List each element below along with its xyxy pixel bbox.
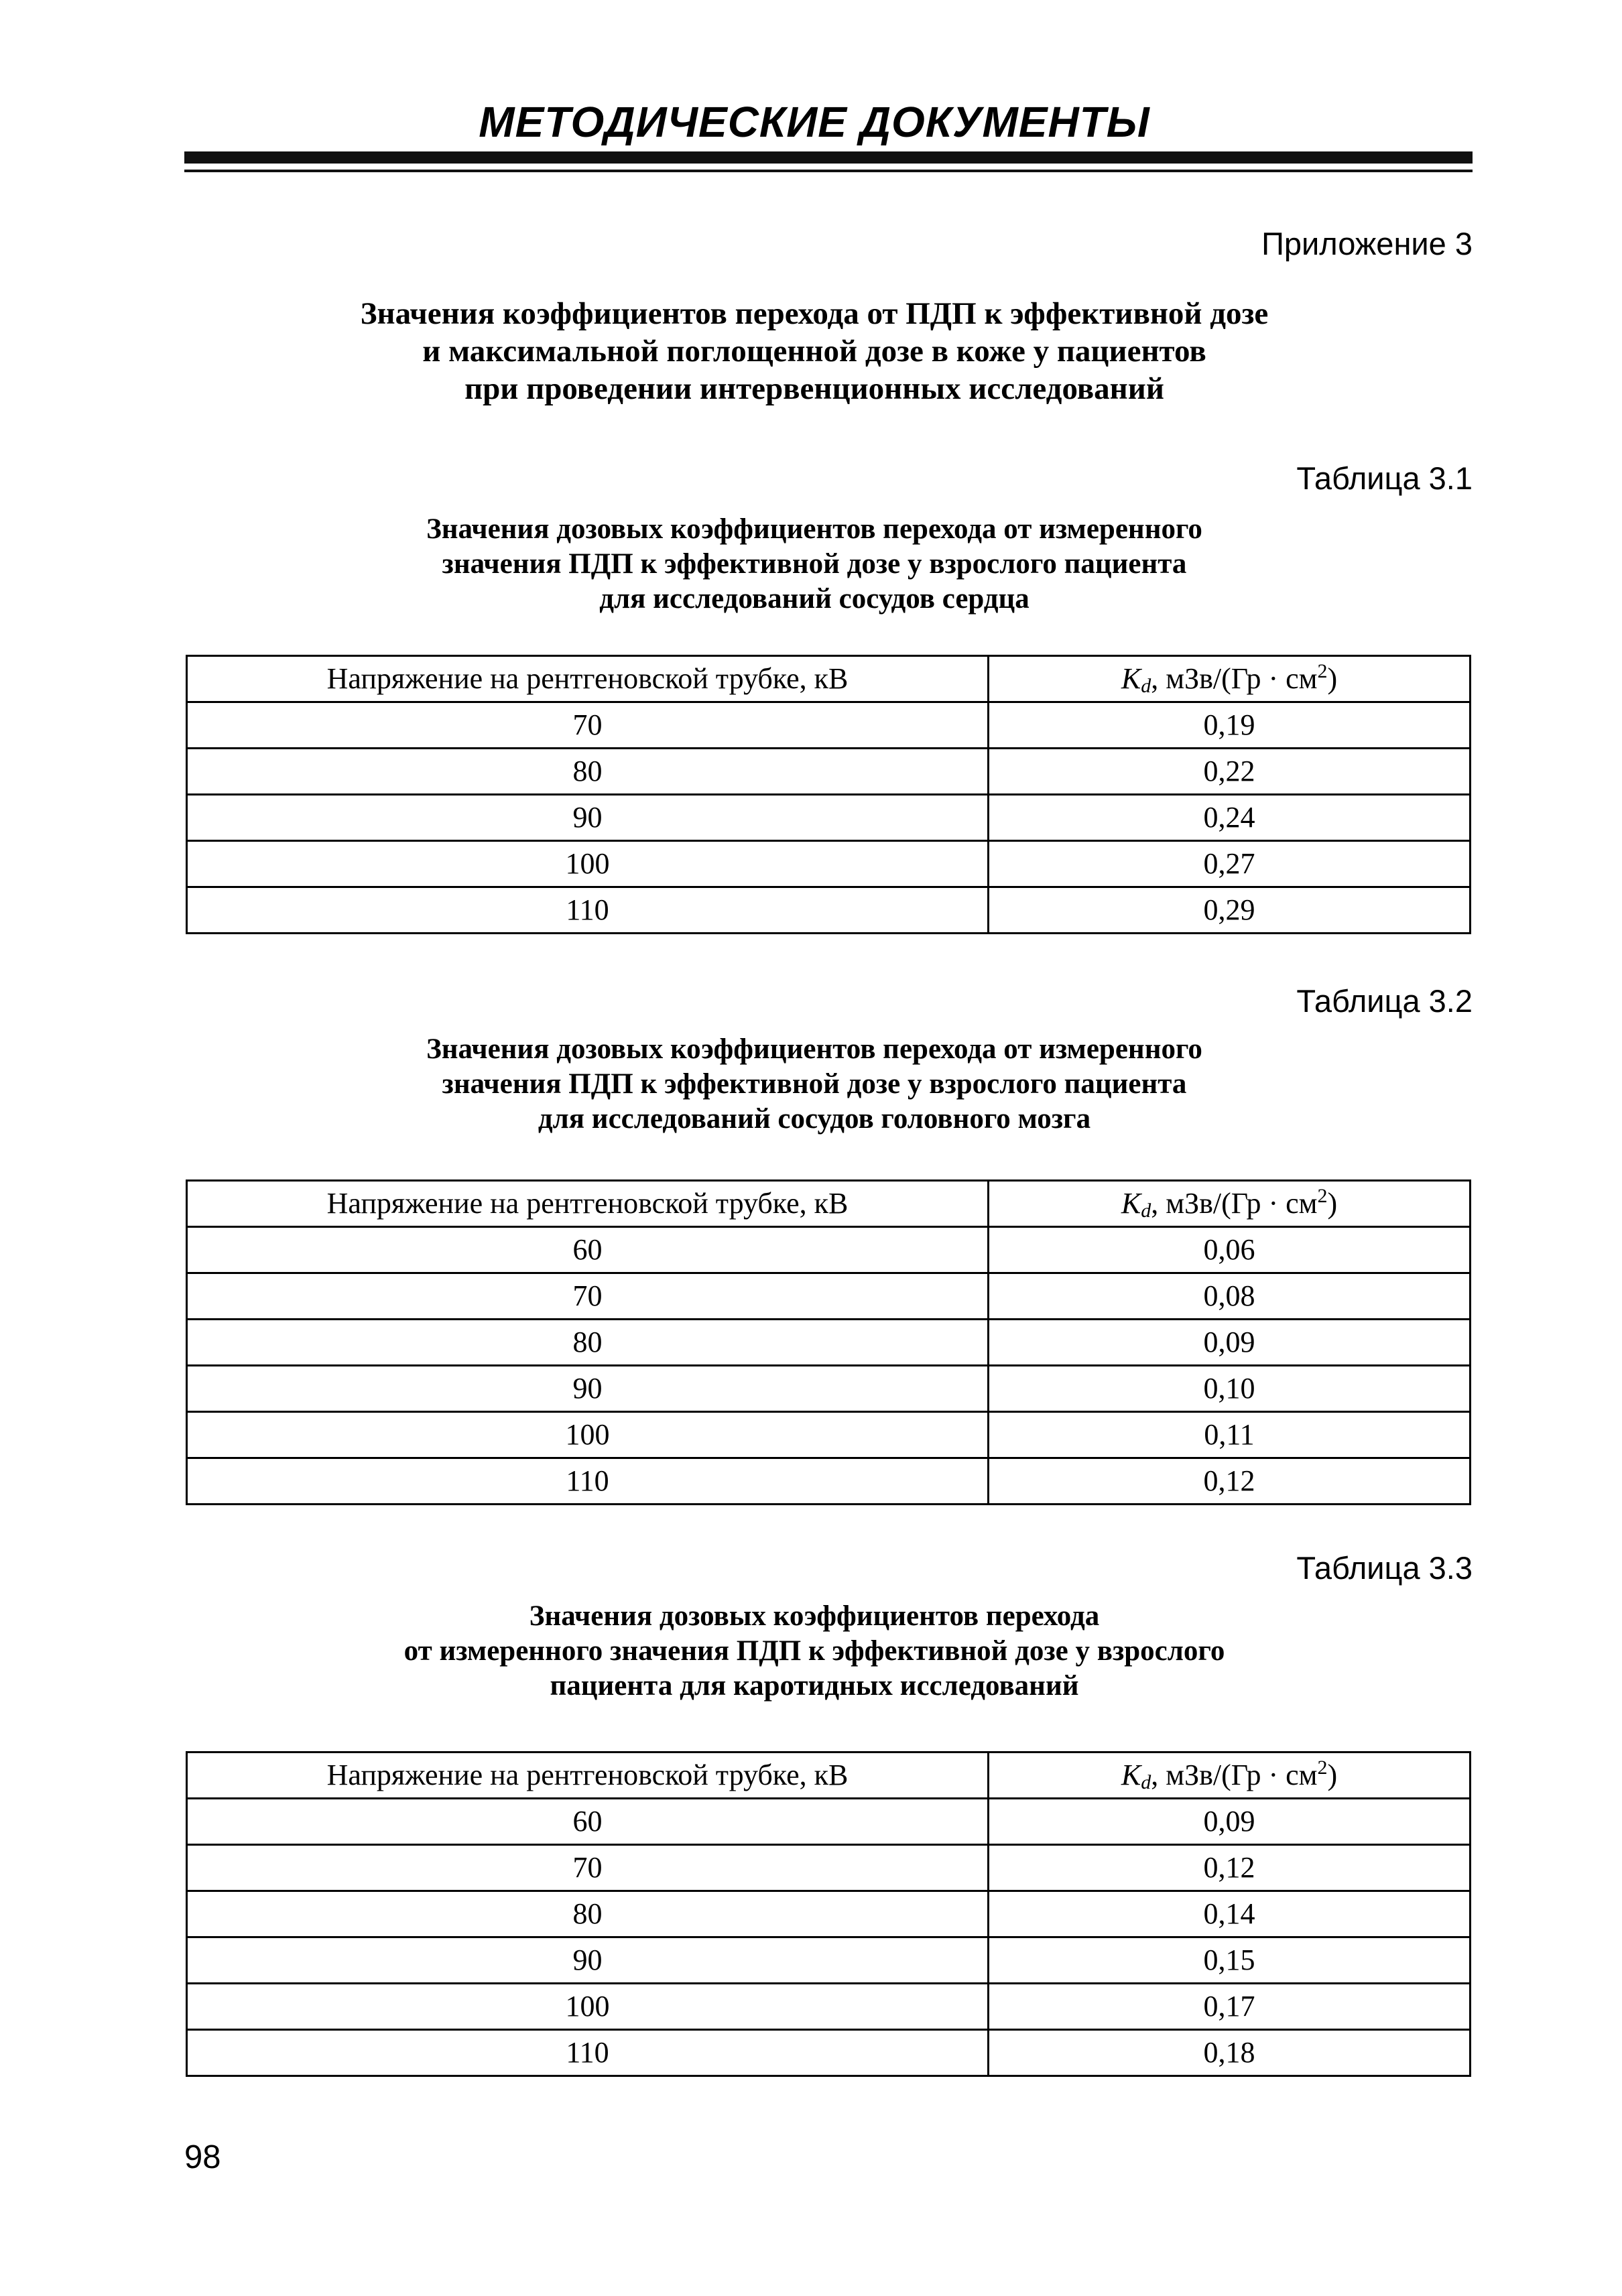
table-caption-line: Значения дозовых коэффициентов перехода от измеренного	[426, 513, 1202, 545]
coefficient-cell: 0,08	[989, 1273, 1471, 1320]
table-row	[187, 2030, 1471, 2076]
unit-superscript: 2	[1317, 660, 1328, 682]
coefficient-cell: 0,06	[989, 1227, 1471, 1273]
table-row	[187, 1845, 1471, 1891]
coefficient-unit: , мЗв/(Гр · см	[1151, 1187, 1318, 1220]
voltage-cell: 110	[187, 887, 989, 934]
voltage-cell: 80	[187, 1891, 989, 1937]
table-caption-line: Значения дозовых коэффициентов перехода	[529, 1600, 1100, 1632]
table-row	[187, 1412, 1471, 1458]
table-caption-line: значения ПДП к эффективной дозе у взрослого пациента	[442, 548, 1187, 580]
coefficient-cell: 0,15	[989, 1937, 1471, 1984]
table-caption-line: пациента для каротидных исследований	[550, 1670, 1079, 1702]
coefficient-cell: 0,19	[989, 702, 1471, 749]
coefficient-unit: , мЗв/(Гр · см	[1151, 662, 1318, 695]
unit-close: )	[1327, 1759, 1338, 1791]
coefficient-cell: 0,11	[989, 1412, 1471, 1458]
appendix-title-line: Значения коэффициентов перехода от ПДП к эффективной дозе	[360, 296, 1269, 331]
table-caption-line: Значения дозовых коэффициентов перехода от измеренного	[426, 1033, 1202, 1065]
voltage-cell: 80	[187, 749, 989, 795]
unit-close: )	[1327, 662, 1338, 695]
table-caption-line: значения ПДП к эффективной дозе у взрослого пациента	[442, 1068, 1187, 1100]
table-row	[187, 1273, 1471, 1320]
voltage-cell: 100	[187, 1984, 989, 2030]
coefficient-cell: 0,14	[989, 1891, 1471, 1937]
table-caption-line: для исследований сосудов сердца	[599, 583, 1030, 615]
appendix-label: Приложение 3	[1261, 226, 1473, 261]
table-row	[187, 795, 1471, 841]
voltage-cell: 90	[187, 795, 989, 841]
voltage-cell: 110	[187, 1458, 989, 1505]
dose-coefficient-table	[186, 1179, 1471, 1505]
table-header-row	[187, 1181, 1471, 1227]
coefficient-cell: 0,17	[989, 1984, 1471, 2030]
coefficient-cell: 0,12	[989, 1458, 1471, 1505]
coefficient-cell: 0,09	[989, 1799, 1471, 1845]
appendix-title-line: при проведении интервенционных исследований	[464, 371, 1164, 406]
unit-close: )	[1327, 1187, 1338, 1220]
coefficient-cell: 0,22	[989, 749, 1471, 795]
table-caption-line: для исследований сосудов головного мозга	[538, 1103, 1091, 1135]
voltage-cell: 70	[187, 1273, 989, 1320]
column-header-voltage: Напряжение на рентгеновской трубке, кВ	[187, 656, 989, 702]
table-row	[187, 1458, 1471, 1505]
table-row	[187, 1366, 1471, 1412]
document-header-title: МЕТОДИЧЕСКИЕ ДОКУМЕНТЫ	[479, 98, 1150, 146]
coefficient-subscript: d	[1141, 1771, 1151, 1793]
unit-superscript: 2	[1317, 1185, 1328, 1207]
coefficient-cell: 0,27	[989, 841, 1471, 887]
coefficient-cell: 0,09	[989, 1320, 1471, 1366]
table-row	[187, 1984, 1471, 2030]
table-row	[187, 1320, 1471, 1366]
coefficient-symbol: K	[1121, 1187, 1141, 1220]
unit-superscript: 2	[1317, 1757, 1328, 1779]
column-header-coefficient	[989, 656, 1471, 702]
appendix-title	[184, 295, 1444, 407]
coefficient-unit: , мЗв/(Гр · см	[1151, 1759, 1318, 1791]
table-row	[187, 1227, 1471, 1273]
dose-coefficient-table	[186, 655, 1471, 934]
coefficient-subscript: d	[1141, 1200, 1151, 1222]
voltage-cell: 90	[187, 1937, 989, 1984]
table-label: Таблица 3.3	[1296, 1550, 1473, 1586]
coefficient-cell: 0,18	[989, 2030, 1471, 2076]
coefficient-symbol: K	[1121, 662, 1141, 695]
table-header-row	[187, 656, 1471, 702]
table-row	[187, 1799, 1471, 1845]
dose-coefficient-table	[186, 1751, 1471, 2077]
voltage-cell: 100	[187, 1412, 989, 1458]
column-header-coefficient	[989, 1752, 1471, 1799]
header-rule-thick	[184, 151, 1473, 164]
table-row	[187, 749, 1471, 795]
coefficient-cell: 0,24	[989, 795, 1471, 841]
table-caption-line: от измеренного значения ПДП к эффективной дозе у взрослого	[403, 1635, 1225, 1667]
page-number: 98	[184, 2139, 221, 2175]
table-row	[187, 1937, 1471, 1984]
voltage-cell: 90	[187, 1366, 989, 1412]
voltage-cell: 60	[187, 1799, 989, 1845]
table-row	[187, 1891, 1471, 1937]
column-header-voltage: Напряжение на рентгеновской трубке, кВ	[187, 1181, 989, 1227]
voltage-cell: 110	[187, 2030, 989, 2076]
table-label: Таблица 3.2	[1296, 983, 1473, 1019]
column-header-voltage: Напряжение на рентгеновской трубке, кВ	[187, 1752, 989, 1799]
table-row	[187, 841, 1471, 887]
table-row	[187, 887, 1471, 934]
voltage-cell: 100	[187, 841, 989, 887]
coefficient-symbol: K	[1121, 1759, 1141, 1791]
appendix-title-line: и максимальной поглощенной дозе в коже у пациентов	[422, 334, 1206, 369]
voltage-cell: 80	[187, 1320, 989, 1366]
coefficient-cell: 0,10	[989, 1366, 1471, 1412]
coefficient-cell: 0,29	[989, 887, 1471, 934]
header-rule-thin	[184, 170, 1473, 172]
coefficient-cell: 0,12	[989, 1845, 1471, 1891]
table-caption	[184, 512, 1444, 617]
voltage-cell: 60	[187, 1227, 989, 1273]
table-header-row	[187, 1752, 1471, 1799]
table-row	[187, 702, 1471, 749]
table-caption	[184, 1032, 1444, 1137]
column-header-coefficient	[989, 1181, 1471, 1227]
coefficient-subscript: d	[1141, 675, 1151, 697]
voltage-cell: 70	[187, 1845, 989, 1891]
table-caption	[184, 1599, 1444, 1704]
table-label: Таблица 3.1	[1296, 460, 1473, 496]
voltage-cell: 70	[187, 702, 989, 749]
